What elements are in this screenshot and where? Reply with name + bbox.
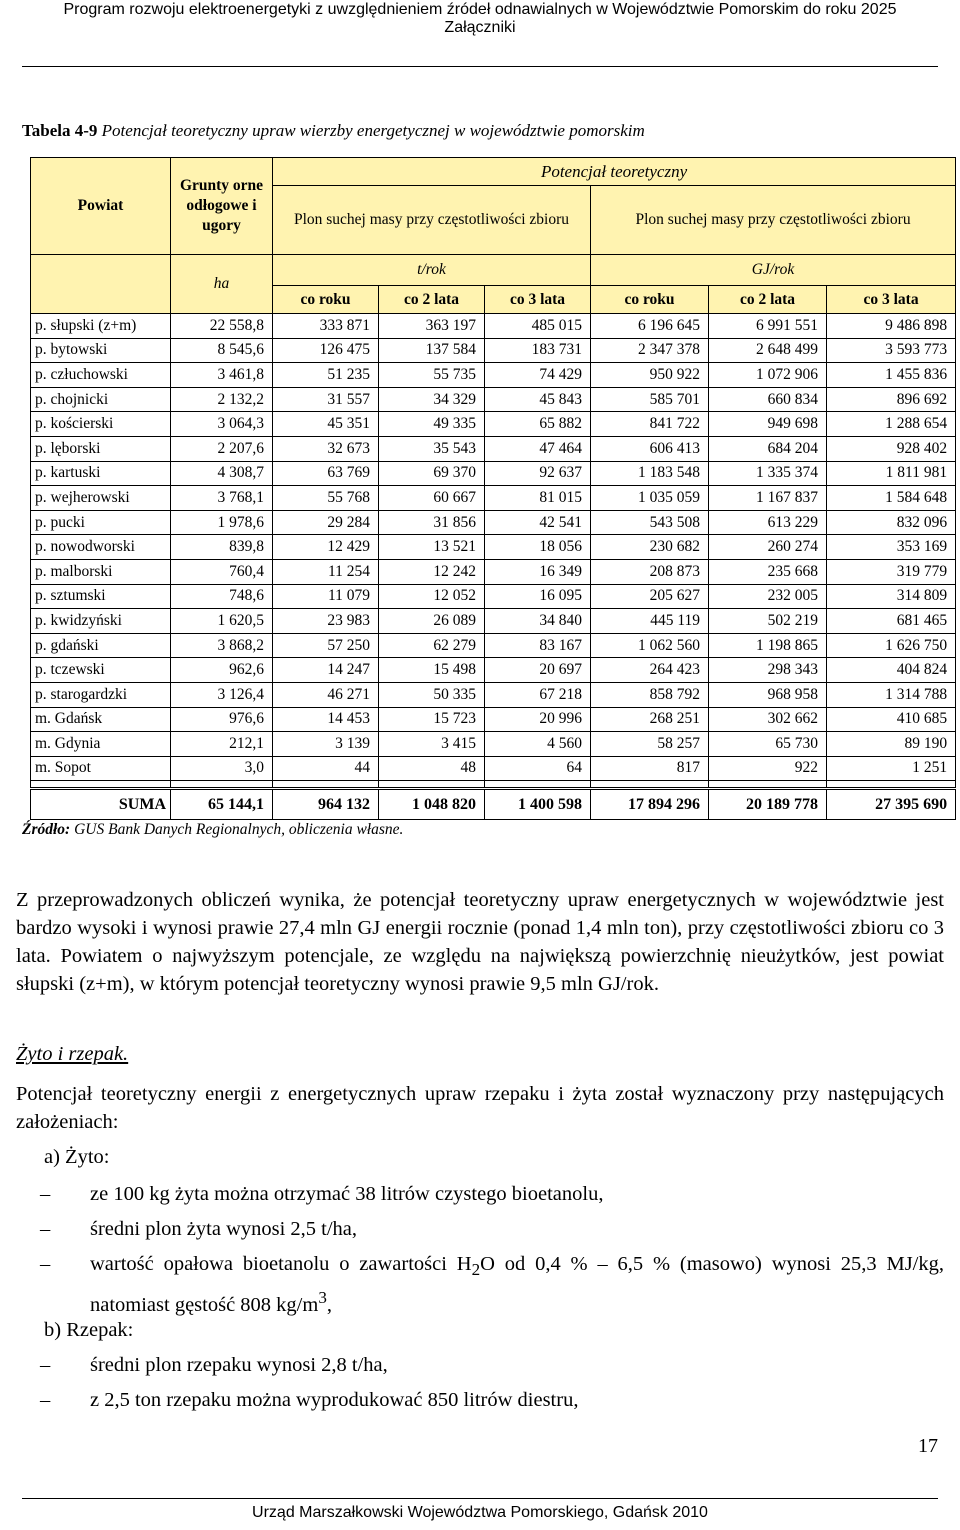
- list-item: [40, 1215, 944, 1243]
- page-footer: Urząd Marszałkowski Województwa Pomorskiego, Gdańsk 2010: [252, 1504, 708, 1521]
- sum-cell: 1 048 820: [379, 789, 485, 820]
- table-cell: 928 402: [827, 436, 956, 461]
- section-heading: Żyto i rzepak.: [16, 1043, 129, 1065]
- table-cell: 1 626 750: [827, 633, 956, 658]
- table-cell: 4 308,7: [171, 461, 273, 486]
- table-cell: 962,6: [171, 658, 273, 683]
- table-cell: 32 673: [273, 436, 379, 461]
- table-cell: 65 882: [485, 412, 591, 437]
- header-freq: co 3 lata: [485, 286, 591, 314]
- table-cell: 896 692: [827, 387, 956, 412]
- table-cell: 3 461,8: [171, 363, 273, 388]
- table-source: [22, 820, 403, 840]
- table-cell: 126 475: [273, 338, 379, 363]
- table-cell: 543 508: [591, 510, 709, 535]
- table-cell: 976,6: [171, 707, 273, 732]
- spacer-cell: [485, 781, 591, 789]
- table-cell: 3 593 773: [827, 338, 956, 363]
- table-cell: 410 685: [827, 707, 956, 732]
- row-label: p. sztumski: [31, 584, 171, 609]
- dash-bullet: –: [40, 1218, 51, 1240]
- table-cell: 29 284: [273, 510, 379, 535]
- header-freq: co roku: [591, 286, 709, 314]
- table-cell: 212,1: [171, 732, 273, 757]
- table-cell: 14 247: [273, 658, 379, 683]
- table-header: [31, 158, 956, 314]
- table-cell: 1 314 788: [827, 682, 956, 707]
- row-label: p. wejherowski: [31, 486, 171, 511]
- row-label: p. lęborski: [31, 436, 171, 461]
- table-cell: 16 095: [485, 584, 591, 609]
- table-cell: 1 811 981: [827, 461, 956, 486]
- table-cell: 55 735: [379, 363, 485, 388]
- table-row: [31, 707, 956, 732]
- table-cell: 45 843: [485, 387, 591, 412]
- table-cell: 298 343: [709, 658, 827, 683]
- table-cell: 684 204: [709, 436, 827, 461]
- row-label: p. nowodworski: [31, 535, 171, 560]
- table-cell: 35 543: [379, 436, 485, 461]
- table-row: [31, 510, 956, 535]
- source-text: GUS Bank Danych Regionalnych, obliczenia własne.: [74, 821, 404, 838]
- table-cell: 65 730: [709, 732, 827, 757]
- table-cell: 1 062 560: [591, 633, 709, 658]
- list-item-text: ze 100 kg żyta można otrzymać 38 litrów czystego bioetanolu,: [90, 1183, 604, 1205]
- sum-cell: 17 894 296: [591, 789, 709, 820]
- table-cell: 6 196 645: [591, 314, 709, 339]
- table-row: [31, 363, 956, 388]
- table-row: [31, 387, 956, 412]
- table-cell: 13 521: [379, 535, 485, 560]
- spacer-cell: [171, 781, 273, 789]
- table-cell: 613 229: [709, 510, 827, 535]
- table-cell: 63 769: [273, 461, 379, 486]
- table-cell: 922: [709, 756, 827, 781]
- spacer-row: [31, 781, 956, 789]
- table-cell: 353 169: [827, 535, 956, 560]
- table-row: [31, 559, 956, 584]
- header-plon-energy: Plon suchej masy przy częstotliwości zbioru: [591, 186, 956, 255]
- list-item: [40, 1351, 944, 1379]
- row-label: p. kwidzyński: [31, 609, 171, 634]
- subscript: 2: [471, 1260, 481, 1280]
- table-cell: 137 584: [379, 338, 485, 363]
- row-label: m. Gdynia: [31, 732, 171, 757]
- table-cell: 11 254: [273, 559, 379, 584]
- list-item: [40, 1250, 944, 1319]
- header-divider: [22, 66, 938, 67]
- table-cell: 92 637: [485, 461, 591, 486]
- row-label: p. pucki: [31, 510, 171, 535]
- table-cell: 445 119: [591, 609, 709, 634]
- source-label: Źródło:: [22, 821, 71, 838]
- table-row: [31, 609, 956, 634]
- table-cell: 1 335 374: [709, 461, 827, 486]
- table-cell: 2 347 378: [591, 338, 709, 363]
- table-cell: 268 251: [591, 707, 709, 732]
- table-cell: 858 792: [591, 682, 709, 707]
- table-cell: 51 235: [273, 363, 379, 388]
- table-cell: 660 834: [709, 387, 827, 412]
- header-powiat: Powiat: [31, 158, 171, 255]
- table-cell: 34 840: [485, 609, 591, 634]
- table-cell: 22 558,8: [171, 314, 273, 339]
- table-cell: 1 198 865: [709, 633, 827, 658]
- header-freq: co 3 lata: [827, 286, 956, 314]
- table-row: [31, 535, 956, 560]
- table-cell: 15 498: [379, 658, 485, 683]
- table-cell: 839,8: [171, 535, 273, 560]
- table-cell: 3 139: [273, 732, 379, 757]
- table-cell: 49 335: [379, 412, 485, 437]
- table-cell: 1 584 648: [827, 486, 956, 511]
- table-cell: 15 723: [379, 707, 485, 732]
- table-cell: 363 197: [379, 314, 485, 339]
- table-cell: 23 983: [273, 609, 379, 634]
- list-item-text: [90, 1250, 944, 1319]
- table-row: [31, 756, 956, 781]
- table-cell: 314 809: [827, 584, 956, 609]
- page-number: 17: [918, 1435, 938, 1457]
- table-cell: 3 415: [379, 732, 485, 757]
- table-cell: 681 465: [827, 609, 956, 634]
- dash-bullet: –: [40, 1389, 51, 1411]
- table-cell: 12 242: [379, 559, 485, 584]
- list-item-text: średni plon rzepaku wynosi 2,8 t/ha,: [90, 1354, 388, 1376]
- table-cell: 20 996: [485, 707, 591, 732]
- table-cell: 748,6: [171, 584, 273, 609]
- header-unit-gjrok: GJ/rok: [591, 255, 956, 286]
- sum-cell: 1 400 598: [485, 789, 591, 820]
- table-cell: 58 257: [591, 732, 709, 757]
- list-item-text-part: ,: [326, 1293, 332, 1316]
- table-cell: 55 768: [273, 486, 379, 511]
- table-cell: 45 351: [273, 412, 379, 437]
- table-cell: 48: [379, 756, 485, 781]
- table-cell: 1 072 906: [709, 363, 827, 388]
- table-cell: 2 207,6: [171, 436, 273, 461]
- table-cell: 968 958: [709, 682, 827, 707]
- table-cell: 3,0: [171, 756, 273, 781]
- table-row: [31, 314, 956, 339]
- table-cell: 8 545,6: [171, 338, 273, 363]
- table-body: [31, 314, 956, 820]
- list-item-text-part: wartość opałowa bioetanolu o zawartości H: [90, 1253, 472, 1275]
- dash-bullet: –: [40, 1354, 51, 1376]
- row-label: p. człuchowski: [31, 363, 171, 388]
- table-cell: 1 978,6: [171, 510, 273, 535]
- table-cell: 183 731: [485, 338, 591, 363]
- spacer-cell: [591, 781, 709, 789]
- table-cell: 4 560: [485, 732, 591, 757]
- table-cell: 31 856: [379, 510, 485, 535]
- row-label: m. Gdańsk: [31, 707, 171, 732]
- table-row: [31, 461, 956, 486]
- table-cell: 74 429: [485, 363, 591, 388]
- table-cell: 12 429: [273, 535, 379, 560]
- table-cell: 14 453: [273, 707, 379, 732]
- table-row: [31, 633, 956, 658]
- table-row: [31, 338, 956, 363]
- list-item-text-part: O od 0,4 % – 6,5 % (masowo) wynosi 25,3 MJ/kg, natomiast gęstość 808 kg/m: [90, 1253, 944, 1316]
- row-label: p. starogardzki: [31, 682, 171, 707]
- table-cell: 1 183 548: [591, 461, 709, 486]
- table-row: [31, 682, 956, 707]
- table-caption-label: Tabela 4-9: [22, 121, 98, 140]
- sum-row: [31, 789, 956, 820]
- table-cell: 67 218: [485, 682, 591, 707]
- page-header-subtitle: Załączniki: [444, 19, 516, 36]
- table-cell: 485 015: [485, 314, 591, 339]
- table-caption-title: Potencjał teoretyczny upraw wierzby energetycznej w województwie pomorskim: [101, 121, 645, 140]
- header-blank-2: [31, 286, 171, 314]
- list-item-text: z 2,5 ton rzepaku można wyprodukować 850 litrów diestru,: [90, 1389, 579, 1411]
- dash-bullet: –: [40, 1253, 51, 1275]
- table-cell: 264 423: [591, 658, 709, 683]
- table-cell: 950 922: [591, 363, 709, 388]
- row-label: p. chojnicki: [31, 387, 171, 412]
- table-cell: 26 089: [379, 609, 485, 634]
- table-cell: 817: [591, 756, 709, 781]
- table-cell: 57 250: [273, 633, 379, 658]
- table-cell: 585 701: [591, 387, 709, 412]
- table-cell: 502 219: [709, 609, 827, 634]
- table-cell: 47 464: [485, 436, 591, 461]
- table-cell: 3 768,1: [171, 486, 273, 511]
- table-cell: 1 455 836: [827, 363, 956, 388]
- dash-bullet: –: [40, 1183, 51, 1205]
- table-cell: 333 871: [273, 314, 379, 339]
- list-b-label: b) Rzepak:: [44, 1319, 134, 1341]
- table-cell: 232 005: [709, 584, 827, 609]
- header-unit-ha: ha: [171, 255, 273, 314]
- spacer-cell: [273, 781, 379, 789]
- table-cell: 16 349: [485, 559, 591, 584]
- table-cell: 3 868,2: [171, 633, 273, 658]
- potential-table: [30, 157, 956, 820]
- table-cell: 50 335: [379, 682, 485, 707]
- page-header-title: Program rozwoju elektroenergetyki z uwzględnieniem źródeł odnawialnych w Województwie Pomorskim do roku 2025: [63, 1, 897, 18]
- table-cell: 949 698: [709, 412, 827, 437]
- row-label: p. kościerski: [31, 412, 171, 437]
- table-cell: 34 329: [379, 387, 485, 412]
- spacer-cell: [827, 781, 956, 789]
- sum-label: SUMA: [31, 789, 171, 820]
- table-cell: 44: [273, 756, 379, 781]
- table-row: [31, 436, 956, 461]
- table-row: [31, 486, 956, 511]
- table-cell: 11 079: [273, 584, 379, 609]
- table-cell: 2 648 499: [709, 338, 827, 363]
- row-label: p. bytowski: [31, 338, 171, 363]
- table-cell: 89 190: [827, 732, 956, 757]
- spacer-cell: [31, 781, 171, 789]
- summary-paragraph: Z przeprowadzonych obliczeń wynika, że potencjał teoretyczny upraw energetycznych w województwie jest bardzo wysoki i wynosi prawie 27,4 mln GJ energii rocznie (ponad 1,4 mln ton), przy częstotliwości zbioru co 3 lata. Powiatem o najwyższym potencjale, ze względu na największą powierzchnię nieużytków, jest powiat słupski (z+m), w którym potencjał teoretyczny wynosi prawie 9,5 mln GJ/rok.: [16, 889, 944, 995]
- list-item-text: średni plon żyta wynosi 2,5 t/ha,: [90, 1218, 358, 1240]
- table-row: [31, 412, 956, 437]
- table-cell: 42 541: [485, 510, 591, 535]
- table-cell: 31 557: [273, 387, 379, 412]
- row-label: m. Sopot: [31, 756, 171, 781]
- table-cell: 1 251: [827, 756, 956, 781]
- header-plon-tonnes: Plon suchej masy przy częstotliwości zbioru: [273, 186, 591, 255]
- header-freq: co 2 lata: [379, 286, 485, 314]
- table-row: [31, 732, 956, 757]
- list-item: [40, 1386, 944, 1414]
- table-cell: 606 413: [591, 436, 709, 461]
- table-cell: 12 052: [379, 584, 485, 609]
- table-cell: 60 667: [379, 486, 485, 511]
- table-cell: 208 873: [591, 559, 709, 584]
- assumptions-paragraph: Potencjał teoretyczny energii z energetycznych upraw rzepaku i żyta został wyznaczony przy następujących założeniach:: [16, 1083, 944, 1133]
- row-label: p. malborski: [31, 559, 171, 584]
- header-freq: co 2 lata: [709, 286, 827, 314]
- sum-cell: 65 144,1: [171, 789, 273, 820]
- table-cell: 1 620,5: [171, 609, 273, 634]
- row-label: p. gdański: [31, 633, 171, 658]
- table-cell: 319 779: [827, 559, 956, 584]
- header-freq: co roku: [273, 286, 379, 314]
- table-cell: 46 271: [273, 682, 379, 707]
- table-cell: 3 064,3: [171, 412, 273, 437]
- table-cell: 260 274: [709, 535, 827, 560]
- row-label: p. kartuski: [31, 461, 171, 486]
- table-cell: 69 370: [379, 461, 485, 486]
- spacer-cell: [379, 781, 485, 789]
- table-cell: 1 167 837: [709, 486, 827, 511]
- footer-divider: [22, 1498, 938, 1499]
- superscript: 3: [318, 1288, 327, 1308]
- table-cell: 302 662: [709, 707, 827, 732]
- table-cell: 20 697: [485, 658, 591, 683]
- table-cell: 404 824: [827, 658, 956, 683]
- table-caption: [22, 120, 645, 142]
- list-a-label: a) Żyto:: [44, 1146, 110, 1168]
- spacer-cell: [709, 781, 827, 789]
- table-cell: 841 722: [591, 412, 709, 437]
- table-cell: 760,4: [171, 559, 273, 584]
- row-label: p. słupski (z+m): [31, 314, 171, 339]
- sum-cell: 20 189 778: [709, 789, 827, 820]
- table-cell: 81 015: [485, 486, 591, 511]
- row-label: p. tczewski: [31, 658, 171, 683]
- table-row: [31, 658, 956, 683]
- list-item: [40, 1180, 944, 1208]
- sum-cell: 964 132: [273, 789, 379, 820]
- header-grunty: Grunty orne odłogowe i ugory: [171, 158, 273, 255]
- table-cell: 6 991 551: [709, 314, 827, 339]
- table-cell: 83 167: [485, 633, 591, 658]
- table-cell: 1 035 059: [591, 486, 709, 511]
- header-blank: [31, 255, 171, 286]
- header-unit-trok: t/rok: [273, 255, 591, 286]
- sum-cell: 27 395 690: [827, 789, 956, 820]
- table-cell: 230 682: [591, 535, 709, 560]
- table-cell: 9 486 898: [827, 314, 956, 339]
- table-cell: 832 096: [827, 510, 956, 535]
- table-cell: 1 288 654: [827, 412, 956, 437]
- table-cell: 2 132,2: [171, 387, 273, 412]
- table-cell: 3 126,4: [171, 682, 273, 707]
- table-cell: 205 627: [591, 584, 709, 609]
- table-cell: 18 056: [485, 535, 591, 560]
- table-cell: 235 668: [709, 559, 827, 584]
- table-row: [31, 584, 956, 609]
- header-potencjal: Potencjał teoretyczny: [273, 158, 956, 186]
- table-cell: 64: [485, 756, 591, 781]
- table-cell: 62 279: [379, 633, 485, 658]
